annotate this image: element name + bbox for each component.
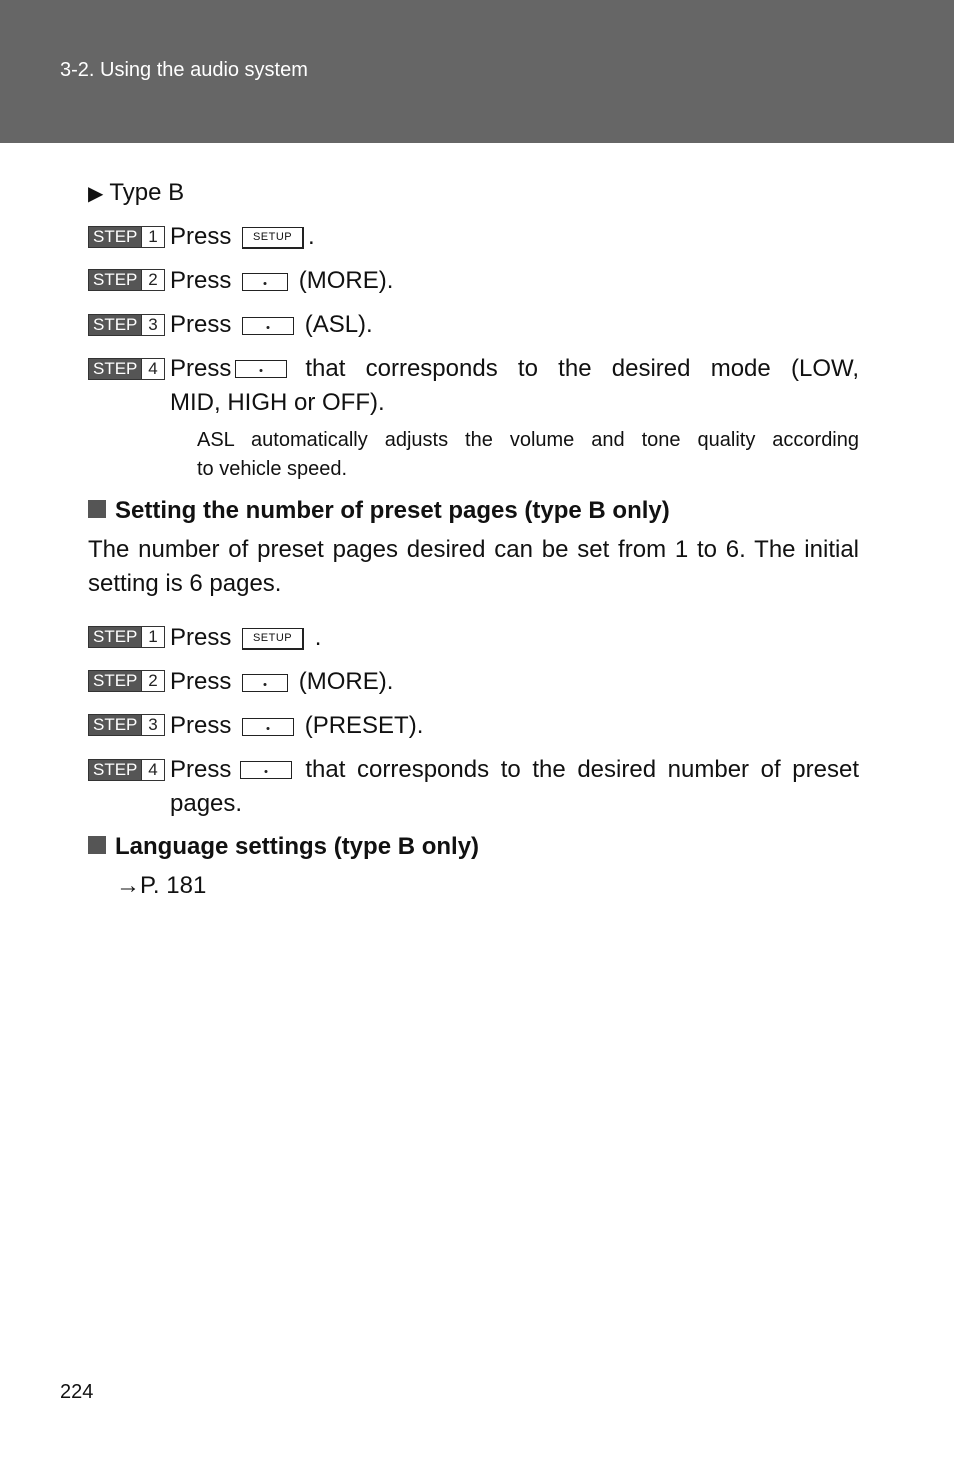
step-after-text: . <box>308 223 315 250</box>
setup-button-label: SETUP <box>252 230 293 243</box>
step-after-text: (PRESET). <box>304 712 424 739</box>
step-after-text-2: MID, HIGH or OFF). <box>170 389 385 416</box>
note-line-1: ASL automatically adjusts the volume and tone quality according <box>197 429 859 451</box>
step-text <box>170 220 859 254</box>
setup-button-icon <box>242 628 304 650</box>
step-word: STEP <box>89 671 141 691</box>
step-word: STEP <box>89 270 141 290</box>
step-number: 4 <box>141 760 164 780</box>
square-bullet-icon <box>88 500 106 518</box>
heading-text: Setting the number of preset pages (type B only) <box>115 497 670 524</box>
type-label-text: Type B <box>109 179 185 206</box>
press-text: Press <box>170 355 232 382</box>
step-after-text: that corresponds to the desired number of preset <box>305 756 859 783</box>
step-badge-3 <box>88 714 165 736</box>
soft-button-icon <box>235 360 287 378</box>
asl-note <box>197 426 859 484</box>
step-number: 4 <box>141 359 164 379</box>
press-text: Press <box>170 668 232 695</box>
press-text: Press <box>170 311 232 338</box>
step-word: STEP <box>89 359 141 379</box>
para-line-1: The number of preset pages desired can be set from 1 to 6. The initial <box>88 536 859 563</box>
step-after-text: (MORE). <box>298 267 394 294</box>
section-title: 3-2. Using the audio system <box>60 59 308 81</box>
step-after-text-2: pages. <box>170 790 243 817</box>
step-text <box>170 665 859 699</box>
step-badge-2 <box>88 269 165 291</box>
step-after-text: (ASL). <box>304 311 373 338</box>
heading-text: Language settings (type B only) <box>115 833 480 860</box>
section-heading-preset <box>88 494 670 528</box>
step-after-text: (MORE). <box>298 668 394 695</box>
press-text: Press <box>170 624 232 651</box>
step-text <box>170 709 859 743</box>
step-word: STEP <box>89 760 141 780</box>
step-line <box>170 753 859 787</box>
soft-button-icon <box>242 317 294 335</box>
step-after-text: that corresponds to the desired mode (LOW, <box>305 355 859 382</box>
page-number: 224 <box>60 1381 94 1403</box>
soft-button-icon <box>242 674 288 692</box>
press-text: Press <box>170 267 232 294</box>
step-number: 1 <box>141 627 164 647</box>
note-line-2: to vehicle speed. <box>197 458 348 480</box>
step-after-text: . <box>314 624 322 651</box>
soft-button-icon <box>242 718 294 736</box>
preset-paragraph <box>88 533 859 601</box>
step-text <box>170 621 859 655</box>
step-word: STEP <box>89 227 141 247</box>
step-badge-4 <box>88 358 165 380</box>
setup-button-label: SETUP <box>252 631 293 644</box>
step-text <box>170 264 859 298</box>
step-line <box>170 352 859 386</box>
step-number: 3 <box>141 715 164 735</box>
page-reference-link[interactable]: →P. 181 <box>116 872 207 899</box>
triangle-bullet-icon: ▶ <box>88 183 104 205</box>
step-text <box>170 352 859 420</box>
step-text <box>170 753 859 821</box>
step-badge-2 <box>88 670 165 692</box>
para-line-2: setting is 6 pages. <box>88 570 282 597</box>
step-word: STEP <box>89 715 141 735</box>
step-badge-3 <box>88 314 165 336</box>
press-text: Press <box>170 756 232 783</box>
step-number: 3 <box>141 315 164 335</box>
step-number: 2 <box>141 270 164 290</box>
step-text <box>170 308 859 342</box>
type-label <box>88 176 859 211</box>
soft-button-icon <box>242 273 288 291</box>
step-word: STEP <box>89 627 141 647</box>
step-number: 2 <box>141 671 164 691</box>
step-word: STEP <box>89 315 141 335</box>
step-badge-4 <box>88 759 165 781</box>
step-badge-1 <box>88 626 165 648</box>
step-badge-1 <box>88 226 165 248</box>
press-text: Press <box>170 712 232 739</box>
press-text: Press <box>170 223 232 250</box>
setup-button-icon <box>242 227 304 249</box>
page-header <box>0 0 954 143</box>
square-bullet-icon <box>88 836 106 854</box>
step-number: 1 <box>141 227 164 247</box>
soft-button-icon <box>240 761 292 779</box>
section-heading-language <box>88 830 479 864</box>
